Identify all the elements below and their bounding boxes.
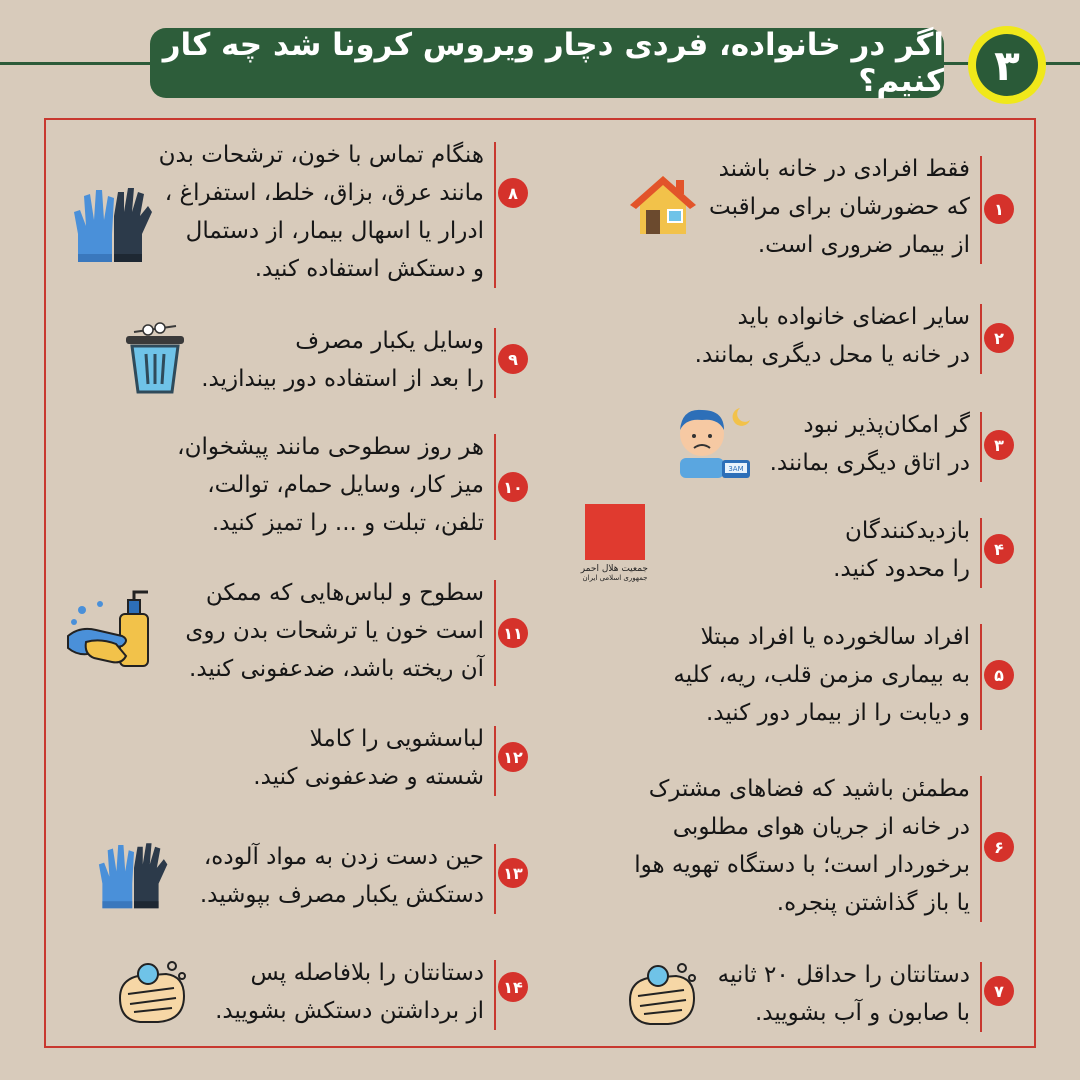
tip-text-9: وسایل یکبار مصرف را بعد از استفاده دور بیندازید.: [201, 328, 484, 392]
tip-number-1: ۱: [984, 194, 1014, 224]
page-title: اگر در خانواده، فردی دچار ویروس کرونا شد چه کار کنیم؟: [150, 28, 944, 98]
header-rule-left: [0, 62, 160, 65]
tip-number-13: ۱۳: [498, 858, 528, 888]
tip-text-5: افراد سالخورده یا افراد مبتلا به بیماری مزمن قلب، ریه، کلیه و دیابت را از بیمار دور کنید.: [673, 624, 970, 726]
tip-item-3: [740, 406, 982, 486]
tip-item-11: [166, 574, 496, 690]
svg-text:3AM: 3AM: [728, 465, 744, 473]
tip-number-12: ۱۲: [498, 742, 528, 772]
tip-text-2: سایر اعضای خانواده باید در خانه یا محل دیگری بمانند.: [694, 304, 970, 368]
logo-line-2: جمهوری اسلامی ایران: [582, 574, 648, 582]
tip-text-12: لباسشویی را کاملا شسته و ضدعفونی کنید.: [253, 726, 484, 790]
logo-line-1: جمعیت هلال احمر: [580, 564, 648, 574]
tip-item-6: [620, 770, 982, 924]
section-number-badge: [968, 26, 1046, 104]
tip-text-7: دستانتان را حداقل ۲۰ ثانیه با صابون و آب بشویید.: [717, 962, 970, 1026]
tip-text-1: فقط افرادی در خانه باشند که حضورشان برای مراقبت از بیمار ضروری است.: [709, 156, 970, 258]
hand-wash-icon: [114, 958, 190, 1030]
crescent-icon: [595, 512, 635, 552]
sick-boy-icon: [672, 404, 754, 480]
tip-text-6: مطمئن باشید که فضاهای مشترک در خانه از جریان هوای مطلوبی برخوردار است؛ با دستگاه تهویه هوا یا باز گذاشتن پنجره.: [634, 776, 970, 916]
section-number: ۳: [976, 34, 1038, 96]
tip-item-14: [196, 954, 496, 1034]
tip-number-4: ۴: [984, 534, 1014, 564]
hand-wash-icon: [624, 960, 700, 1032]
tip-item-4: [800, 512, 982, 592]
tip-number-5: ۵: [984, 660, 1014, 690]
tip-text-14: دستانتان را بلافاصله پس از برداشتن دستکش بشویید.: [215, 960, 484, 1024]
tip-item-10: [177, 428, 496, 544]
tip-text-10: هر روز سطوحی مانند پیشخوان، میز کار، وسایل حمام، توالت، تلفن، تبلت و ... را تمیز کنید.: [177, 434, 484, 536]
tip-item-8: [158, 136, 496, 292]
tip-number-2: ۲: [984, 323, 1014, 353]
tip-item-13: [180, 838, 496, 918]
tip-number-6: ۶: [984, 832, 1014, 862]
gloves-icon: [98, 838, 170, 910]
tip-text-11: سطوح و لباس‌هایی که ممکن است خون یا ترشحات بدن روی آن ریخته باشد، ضدعفونی کنید.: [185, 580, 484, 682]
tip-number-9: ۹: [498, 344, 528, 374]
tip-number-14: ۱۴: [498, 972, 528, 1002]
tip-item-9: [190, 322, 496, 402]
tip-text-8: هنگام تماس با خون، ترشحات بدن مانند عرق، بزاق، خلط، استفراغ ، ادرار یا اسهال بیمار، از دستمال و دستکش استفاده کنید.: [158, 142, 484, 282]
gloves-icon: [74, 182, 154, 264]
tip-item-7: [700, 956, 982, 1036]
tip-item-12: [240, 720, 496, 800]
tip-item-1: [700, 150, 982, 270]
tip-number-3: ۳: [984, 430, 1014, 460]
house-icon: [630, 172, 696, 238]
tip-item-5: [650, 618, 982, 734]
tip-text-4: بازدیدکنندگان را محدود کنید.: [833, 518, 970, 582]
red-crescent-logo: [582, 504, 648, 604]
tip-text-3: گر امکان‌پذیر نبود در اتاق دیگری بمانند.: [769, 412, 970, 476]
tip-text-13: حین دست زدن به مواد آلوده، دستکش یکبار مصرف بپوشید.: [199, 844, 484, 908]
disinfect-icon: [66, 586, 158, 672]
tip-number-8: ۸: [498, 178, 528, 208]
tip-item-2: [660, 298, 982, 378]
trash-can-icon: [124, 322, 186, 394]
tip-number-7: ۷: [984, 976, 1014, 1006]
tip-number-10: ۱۰: [498, 472, 528, 502]
tip-number-11: ۱۱: [498, 618, 528, 648]
